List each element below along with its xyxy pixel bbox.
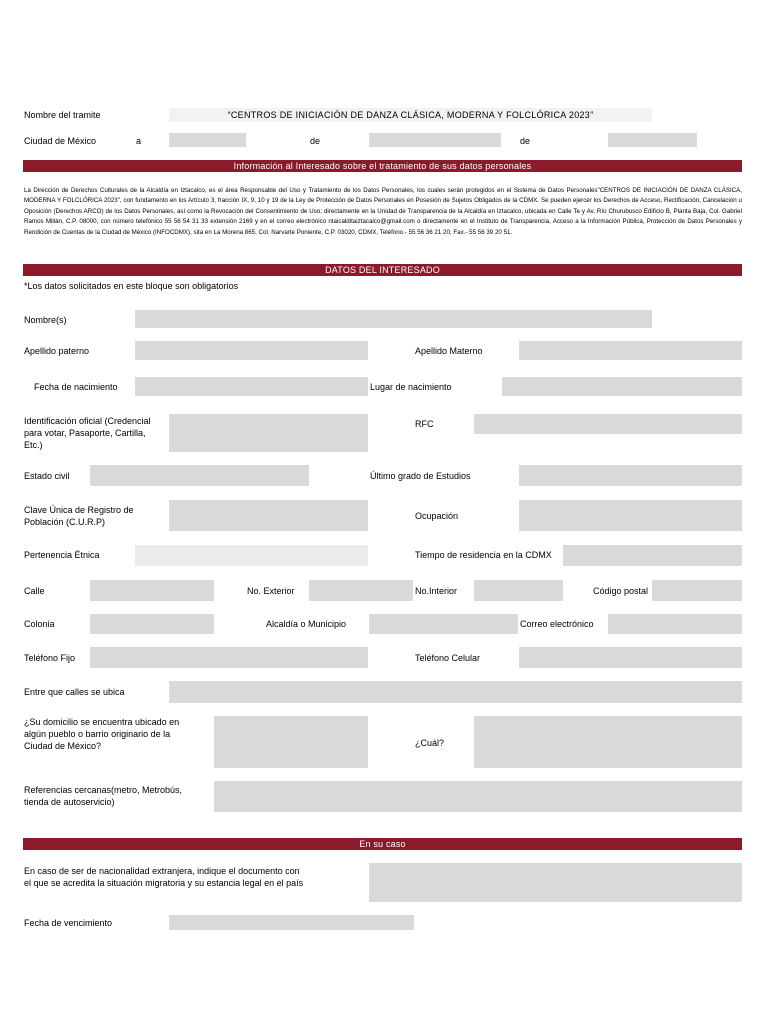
cual-field[interactable] <box>474 716 742 768</box>
pueblo-field[interactable] <box>214 716 368 768</box>
identificacion-label: Identificación oficial (Credencial para votar, Pasaporte, Cartilla, Etc.) <box>24 416 151 450</box>
telefono-celular-field[interactable] <box>519 647 742 668</box>
tramite-label: Nombre del tramite <box>24 110 101 120</box>
apellido-paterno-field[interactable] <box>135 341 368 360</box>
tramite-name: “CENTROS DE INICIACIÓN DE DANZA CLÁSICA, MODERNA Y FOLCLÓRICA 2023” <box>169 108 652 122</box>
colonia-field[interactable] <box>90 614 214 634</box>
nacionalidad-label: En caso de ser de nacionalidad extranjera, indique el documento con el que se acredita la situación migratoria y su estancia legal en el país <box>24 866 304 888</box>
calle-label: Calle <box>24 586 45 596</box>
fecha-vencimiento-field[interactable] <box>169 915 414 930</box>
rfc-label: RFC <box>415 419 434 429</box>
identificacion-field[interactable] <box>169 414 368 452</box>
tiempo-residencia-label: Tiempo de residencia en la CDMX <box>415 550 552 560</box>
entre-calles-field[interactable] <box>169 681 742 703</box>
entre-calles-label: Entre que calles se ubica <box>24 687 125 697</box>
no-exterior-label: No. Exterior <box>247 586 295 596</box>
nombres-field[interactable] <box>135 310 652 328</box>
nacionalidad-field[interactable] <box>369 863 742 902</box>
codigo-postal-label: Código postal <box>593 586 649 596</box>
ultimo-grado-field[interactable] <box>519 465 742 486</box>
lugar-nacimiento-field[interactable] <box>502 377 742 396</box>
pueblo-label: ¿Su domicilio se encuentra ubicado en algún pueblo o barrio originario de la Ciudad de México? <box>24 717 180 751</box>
tiempo-residencia-field[interactable] <box>563 545 742 566</box>
codigo-postal-field[interactable] <box>652 580 742 601</box>
fecha-nacimiento-label: Fecha de nacimiento <box>34 382 118 392</box>
referencias-field[interactable] <box>214 781 742 812</box>
curp-field[interactable] <box>169 500 368 531</box>
telefono-fijo-label: Teléfono Fijo <box>24 653 76 663</box>
apellido-materno-field[interactable] <box>519 341 742 360</box>
de-label-2: de <box>520 136 531 146</box>
estado-civil-label: Estado civil <box>24 471 70 481</box>
nombres-label: Nombre(s) <box>24 315 67 325</box>
curp-label: Clave Única de Registro de Población (C.U.R.P) <box>24 505 134 527</box>
correo-field[interactable] <box>608 614 742 634</box>
info-bar: Información al Interesado sobre el tratamiento de sus datos personales <box>23 160 742 172</box>
alcaldia-label: Alcaldía o Municipio <box>266 619 347 629</box>
telefono-fijo-field[interactable] <box>90 647 368 668</box>
pertenencia-label: Pertenencia Étnica <box>24 550 100 560</box>
no-interior-field[interactable] <box>474 580 563 601</box>
en-su-caso-bar: En su caso <box>23 838 742 850</box>
month-field[interactable] <box>369 133 501 147</box>
estado-civil-field[interactable] <box>90 465 309 486</box>
colonia-label: Colonia <box>24 619 55 629</box>
ocupacion-field[interactable] <box>519 500 742 531</box>
datos-interesado-bar: DATOS DEL INTERESADO <box>23 264 742 276</box>
rfc-field[interactable] <box>474 414 742 434</box>
correo-label: Correo electrónico <box>520 619 594 629</box>
apellido-paterno-label: Apellido paterno <box>24 346 90 356</box>
fecha-nacimiento-field[interactable] <box>135 377 368 396</box>
pertenencia-field[interactable] <box>135 545 368 566</box>
no-interior-label: No.Interior <box>415 586 458 596</box>
calle-field[interactable] <box>90 580 214 601</box>
a-label: a <box>136 136 142 146</box>
lugar-nacimiento-label: Lugar de nacimiento <box>370 382 452 392</box>
alcaldia-field[interactable] <box>369 614 518 634</box>
ultimo-grado-label: Último grado de Estudios <box>370 471 471 481</box>
cual-label: ¿Cuál? <box>415 738 445 748</box>
year-field[interactable] <box>608 133 697 147</box>
obligatorios-note: *Los datos solicitados en este bloque son obligatorios <box>24 281 239 291</box>
telefono-celular-label: Teléfono Celular <box>415 653 481 663</box>
de-label-1: de <box>310 136 321 146</box>
ciudad-label: Ciudad de México <box>24 136 97 146</box>
referencias-label: Referencias cercanas(metro, Metrobús, tienda de autoservicio) <box>24 785 183 807</box>
fecha-vencimiento-label: Fecha de vencimiento <box>24 918 113 928</box>
privacy-notice: La Dirección de Derechos Culturales de la Alcaldía en Iztacalco, es el área Responsable del Uso y Tratamiento de los Datos Personales, los cuales serán protegidos en el Sistema de Datos Personales"CENTROS DE INICIACIÓN DE DANZA CLÁSICA, MODERNA Y FOLCLÓRICA 2023", con fundamento en los Artículo 3, fracción IX, 9, 10 y 19 de la Ley de Protección de Datos Personales en Posesión de Sujetos Obligados de la CDMX. Se pueden ejercer los Derechos de Acceso, Rectificación, Cancelación u Oposición (Derechos ARCO) de los Datos Personales, así como la Revocación del Consentimiento de Uso; directamente en la Unidad de Transparencia de la Alcaldía en Iztacalco, ubicada en Calle Te y Av. Río Churubusco Edificio B, Planta Baja, Col. Gabriel Ramos Millán, C.P. 08000, con número telefónico 55 56 54 31 33 extensión 2169 y en el correo electrónico ntaicalditaiztacalco@gmail.com o directamente en el Instituto de Transparencia, Acceso a la Información Pública, Protección de Datos Personales y Rendición de Cuentas de la Ciudad de México (INFOCDMX), sita en La Morena 865, Col. Narvarte Poniente, C.P. 03020, CDMX, Teléfono.- 55 56 36 21 20, Fax.- 55 56 39 20 51. <box>24 187 742 236</box>
no-exterior-field[interactable] <box>309 580 413 601</box>
day-field[interactable] <box>169 133 246 147</box>
ocupacion-label: Ocupación <box>415 511 459 521</box>
apellido-materno-label: Apellido Materno <box>415 346 483 356</box>
